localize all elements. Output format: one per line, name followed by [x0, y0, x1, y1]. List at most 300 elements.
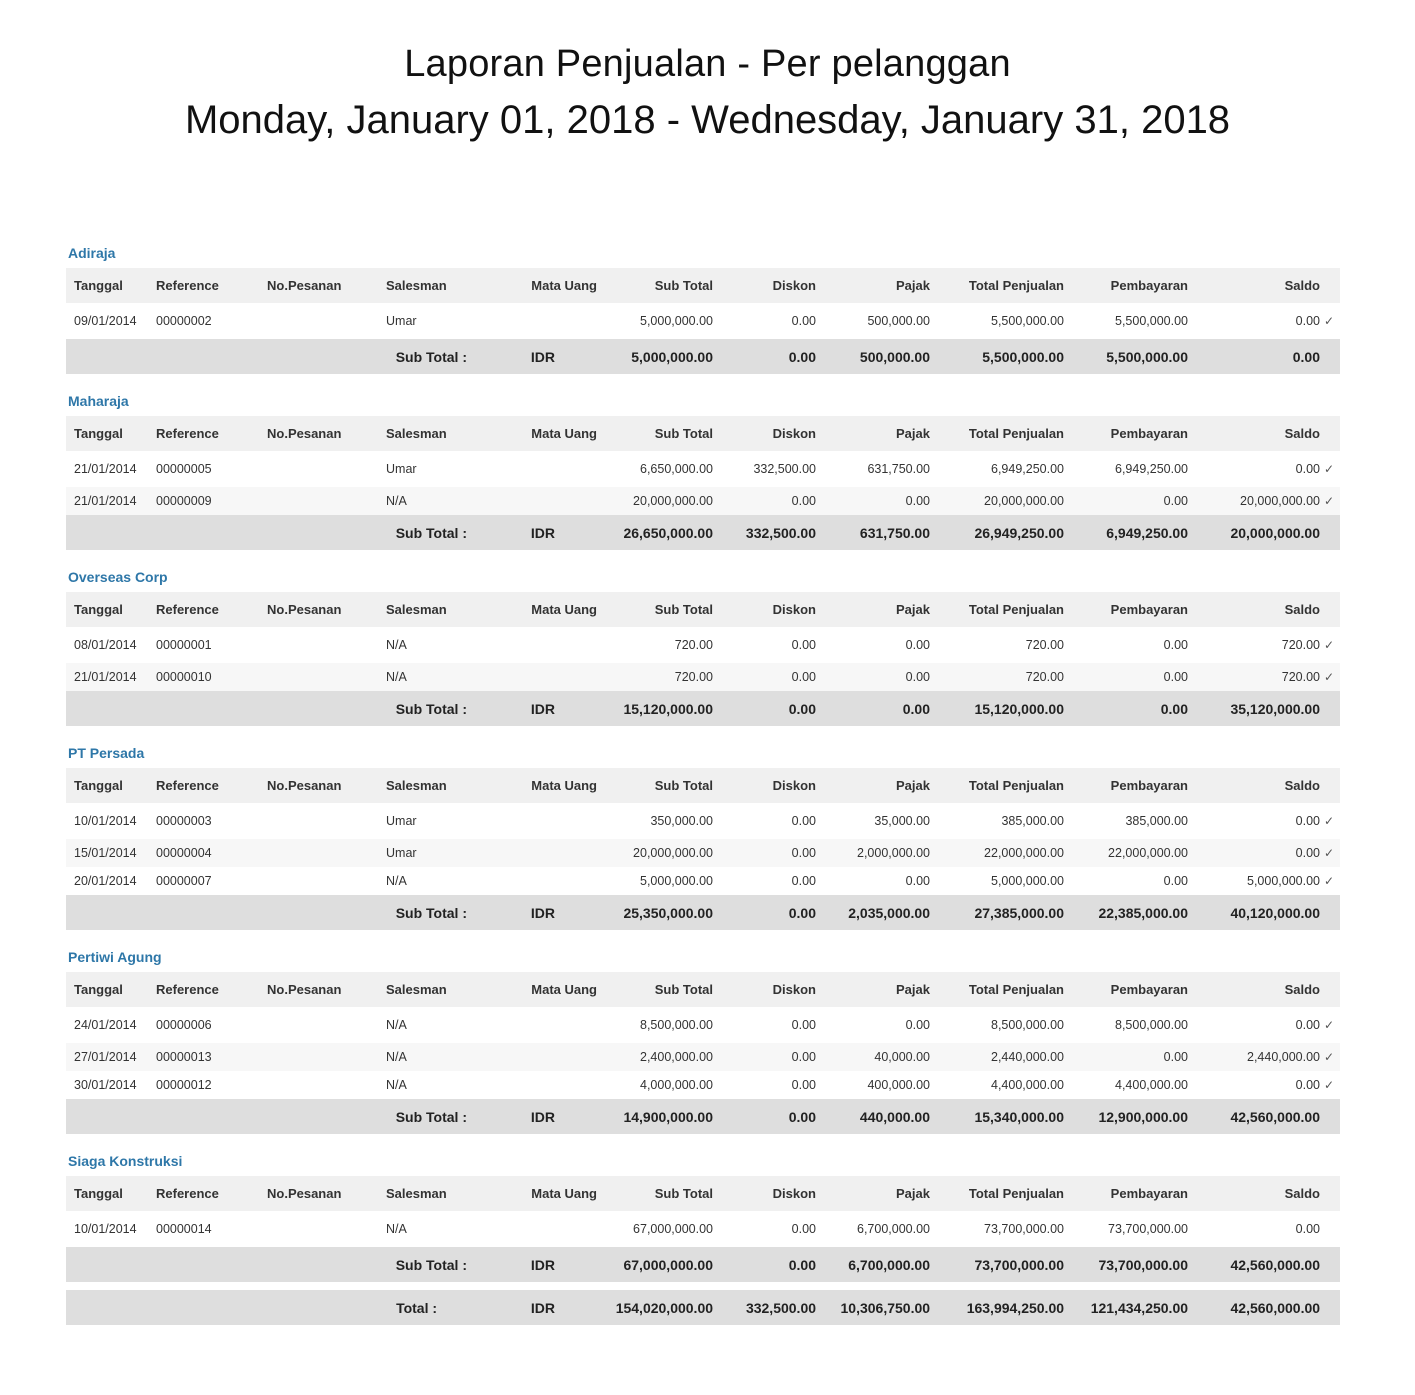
cell-tanggal: 24/01/2014 — [74, 1018, 137, 1032]
cell-reference: 00000010 — [156, 670, 212, 684]
column-header-no-pesanan: No.Pesanan — [267, 1186, 342, 1201]
column-header-pembayaran: Pembayaran — [1110, 778, 1188, 793]
cell-pembayaran: 0.00 — [1163, 670, 1188, 684]
column-header-tanggal: Tanggal — [74, 426, 123, 441]
subtotal-row-currency: IDR — [530, 1256, 555, 1273]
customer-name: Maharaja — [68, 393, 129, 409]
column-header-row — [66, 592, 1340, 627]
grand-total-row-label: Total : — [396, 1299, 438, 1316]
report-title: Laporan Penjualan - Per pelanggan — [404, 43, 1011, 85]
cell-tanggal: 21/01/2014 — [74, 494, 137, 508]
cell-salesman: N/A — [386, 1222, 407, 1236]
cell-total-penjualan: 720.00 — [1025, 670, 1064, 684]
grand-total-row-pembayaran: 121,434,250.00 — [1090, 1299, 1189, 1316]
report-header — [0, 36, 1415, 148]
cell-total-penjualan: 73,700,000.00 — [984, 1222, 1064, 1236]
column-header-no-pesanan: No.Pesanan — [267, 778, 342, 793]
table-row[interactable] — [66, 451, 1340, 487]
subtotal-row-currency: IDR — [530, 1108, 555, 1125]
cell-salesman: Umar — [386, 814, 417, 828]
subtotal-row-saldo: 42,560,000.00 — [1230, 1108, 1320, 1125]
cell-saldo: 0.00 — [1295, 462, 1320, 476]
cell-salesman: N/A — [386, 638, 407, 652]
subtotal-row-diskon: 332,500.00 — [745, 524, 816, 541]
column-header-saldo: Saldo — [1284, 602, 1320, 617]
subtotal-row-pembayaran: 6,949,250.00 — [1106, 524, 1188, 541]
cell-sub-total: 720.00 — [674, 638, 713, 652]
cell-reference: 00000002 — [156, 314, 212, 328]
cell-diskon: 0.00 — [791, 1050, 816, 1064]
cell-diskon: 0.00 — [791, 494, 816, 508]
cell-no-pesanan — [259, 1007, 378, 1043]
subtotal-row-diskon: 0.00 — [788, 700, 816, 717]
column-header-saldo: Saldo — [1284, 982, 1320, 997]
subtotal-row-total-penjualan: 73,700,000.00 — [974, 1256, 1064, 1273]
subtotal-row-pajak: 6,700,000.00 — [848, 1256, 930, 1273]
column-header-pembayaran: Pembayaran — [1110, 426, 1188, 441]
column-header-diskon: Diskon — [772, 982, 816, 997]
cell-salesman: N/A — [386, 1018, 407, 1032]
customer-sales-table — [66, 972, 1340, 1134]
cell-sub-total: 5,000,000.00 — [640, 314, 713, 328]
column-header-diskon: Diskon — [772, 602, 816, 617]
column-header-mata-uang: Mata Uang — [531, 1186, 597, 1201]
subtotal-row-diskon: 0.00 — [788, 904, 816, 921]
cell-pajak: 0.00 — [905, 670, 930, 684]
subtotal-row-label: Sub Total : — [395, 1108, 467, 1125]
cell-reference: 00000003 — [156, 814, 212, 828]
customer-group — [66, 942, 1340, 1134]
cell-diskon: 0.00 — [791, 1222, 816, 1236]
subtotal-row-sub-total: 14,900,000.00 — [623, 1108, 713, 1125]
table-row[interactable] — [66, 1043, 1340, 1071]
cell-pembayaran: 22,000,000.00 — [1108, 846, 1188, 860]
cell-pajak: 0.00 — [905, 638, 930, 652]
table-row[interactable] — [66, 663, 1340, 691]
cell-total-penjualan: 20,000,000.00 — [984, 494, 1064, 508]
column-header-sub-total: Sub Total — [654, 982, 713, 997]
table-row[interactable] — [66, 867, 1340, 895]
cell-sub-total: 5,000,000.00 — [640, 874, 713, 888]
cell-mata-uang — [477, 1043, 597, 1071]
check-icon: ✓ — [1324, 494, 1335, 508]
customer-group — [66, 1146, 1340, 1282]
cell-sub-total: 720.00 — [674, 670, 713, 684]
column-header-mata-uang: Mata Uang — [531, 426, 597, 441]
cell-pembayaran: 0.00 — [1163, 494, 1188, 508]
cell-pembayaran: 0.00 — [1163, 874, 1188, 888]
cell-saldo: 0.00 — [1295, 314, 1320, 328]
cell-salesman: Umar — [386, 846, 417, 860]
column-header-sub-total: Sub Total — [654, 1186, 713, 1201]
subtotal-row-pajak: 2,035,000.00 — [848, 904, 930, 921]
cell-mata-uang — [477, 487, 597, 515]
column-header-row — [66, 972, 1340, 1007]
subtotal-row — [66, 691, 1340, 726]
cell-no-pesanan — [259, 451, 378, 487]
cell-total-penjualan: 6,949,250.00 — [991, 462, 1064, 476]
subtotal-row-saldo: 0.00 — [1292, 348, 1320, 365]
table-row[interactable] — [66, 803, 1340, 839]
column-header-check — [1320, 1176, 1340, 1211]
cell-no-pesanan — [259, 663, 378, 691]
column-header-reference: Reference — [156, 278, 219, 293]
cell-pembayaran: 0.00 — [1163, 638, 1188, 652]
cell-tanggal: 09/01/2014 — [74, 314, 137, 328]
subtotal-row-sub-total: 15,120,000.00 — [623, 700, 713, 717]
subtotal-row-pad — [1320, 1247, 1340, 1282]
cell-tanggal: 08/01/2014 — [74, 638, 137, 652]
grand-total-table — [66, 1290, 1340, 1325]
cell-diskon: 0.00 — [791, 846, 816, 860]
cell-salesman: Umar — [386, 314, 417, 328]
check-icon: ✓ — [1324, 874, 1335, 888]
cell-saldo: 720.00 — [1281, 638, 1320, 652]
column-header-mata-uang: Mata Uang — [531, 278, 597, 293]
subtotal-row-sub-total: 25,350,000.00 — [623, 904, 713, 921]
cell-reference: 00000005 — [156, 462, 212, 476]
cell-sub-total: 67,000,000.00 — [633, 1222, 713, 1236]
column-header-no-pesanan: No.Pesanan — [267, 982, 342, 997]
column-header-check — [1320, 268, 1340, 303]
subtotal-row-label: Sub Total : — [395, 904, 467, 921]
cell-mata-uang — [477, 1211, 597, 1247]
column-header-total-penjualan: Total Penjualan — [968, 602, 1064, 617]
subtotal-row-pad — [1320, 691, 1340, 726]
cell-diskon: 0.00 — [791, 1078, 816, 1092]
cell-reference: 00000009 — [156, 494, 212, 508]
cell-no-pesanan — [259, 1211, 378, 1247]
table-row[interactable] — [66, 487, 1340, 515]
subtotal-row — [66, 1099, 1340, 1134]
cell-total-penjualan: 720.00 — [1025, 638, 1064, 652]
cell-total-penjualan: 5,000,000.00 — [991, 874, 1064, 888]
subtotal-row-diskon: 0.00 — [788, 1256, 816, 1273]
cell-saldo: 0.00 — [1295, 846, 1320, 860]
cell-tanggal: 20/01/2014 — [74, 874, 137, 888]
column-header-reference: Reference — [156, 602, 219, 617]
customer-group — [66, 738, 1340, 930]
table-row[interactable] — [66, 1071, 1340, 1099]
table-row[interactable] — [66, 839, 1340, 867]
column-header-sub-total: Sub Total — [654, 426, 713, 441]
check-icon: ✓ — [1324, 814, 1335, 828]
cell-no-pesanan — [259, 303, 378, 339]
cell-pembayaran: 0.00 — [1163, 1050, 1188, 1064]
check-icon: ✓ — [1324, 1078, 1335, 1092]
subtotal-row-pad — [1320, 1099, 1340, 1134]
cell-diskon: 0.00 — [791, 1018, 816, 1032]
subtotal-row-label: Sub Total : — [395, 524, 467, 541]
grand-total-row-sub-total: 154,020,000.00 — [615, 1299, 714, 1316]
column-header-check — [1320, 972, 1340, 1007]
cell-total-penjualan: 4,400,000.00 — [991, 1078, 1064, 1092]
column-header-diskon: Diskon — [772, 1186, 816, 1201]
column-header-salesman: Salesman — [386, 982, 447, 997]
subtotal-row-total-penjualan: 27,385,000.00 — [974, 904, 1064, 921]
cell-pajak: 400,000.00 — [867, 1078, 930, 1092]
grand-total-section — [66, 1290, 1340, 1325]
cell-sub-total: 20,000,000.00 — [633, 846, 713, 860]
cell-tanggal: 21/01/2014 — [74, 670, 137, 684]
customer-sales-table — [66, 592, 1340, 726]
cell-saldo: 0.00 — [1295, 1018, 1320, 1032]
cell-salesman: N/A — [386, 1050, 407, 1064]
subtotal-row-saldo: 42,560,000.00 — [1230, 1256, 1320, 1273]
grand-total-row-saldo: 42,560,000.00 — [1230, 1299, 1321, 1316]
report-body — [66, 238, 1340, 1325]
subtotal-row-pembayaran: 0.00 — [1160, 700, 1188, 717]
column-header-check — [1320, 416, 1340, 451]
column-header-mata-uang: Mata Uang — [531, 982, 597, 997]
cell-reference: 00000001 — [156, 638, 212, 652]
column-header-saldo: Saldo — [1284, 278, 1320, 293]
cell-no-pesanan — [259, 839, 378, 867]
subtotal-row-total-penjualan: 26,949,250.00 — [974, 524, 1064, 541]
subtotal-row-label: Sub Total : — [395, 700, 467, 717]
subtotal-row-pembayaran: 73,700,000.00 — [1098, 1256, 1188, 1273]
column-header-no-pesanan: No.Pesanan — [267, 602, 342, 617]
column-header-no-pesanan: No.Pesanan — [267, 426, 342, 441]
column-header-reference: Reference — [156, 426, 219, 441]
cell-tanggal: 30/01/2014 — [74, 1078, 137, 1092]
customer-sales-table — [66, 1176, 1340, 1282]
grand-total-row-pajak: 10,306,750.00 — [840, 1299, 931, 1316]
cell-no-pesanan — [259, 1043, 378, 1071]
column-header-tanggal: Tanggal — [74, 982, 123, 997]
customer-group — [66, 562, 1340, 726]
column-header-total-penjualan: Total Penjualan — [968, 1186, 1064, 1201]
subtotal-row-total-penjualan: 15,120,000.00 — [974, 700, 1064, 717]
column-header-pajak: Pajak — [896, 1186, 930, 1201]
table-row[interactable] — [66, 303, 1340, 339]
subtotal-row-saldo: 35,120,000.00 — [1230, 700, 1320, 717]
cell-no-pesanan — [259, 867, 378, 895]
cell-diskon: 0.00 — [791, 638, 816, 652]
cell-saldo: 0.00 — [1295, 1078, 1320, 1092]
subtotal-row-sub-total: 5,000,000.00 — [631, 348, 713, 365]
column-header-pajak: Pajak — [896, 426, 930, 441]
column-header-total-penjualan: Total Penjualan — [968, 778, 1064, 793]
column-header-tanggal: Tanggal — [74, 278, 123, 293]
subtotal-row-saldo: 40,120,000.00 — [1230, 904, 1320, 921]
cell-mata-uang — [477, 663, 597, 691]
subtotal-row-currency: IDR — [530, 904, 555, 921]
customer-name: Pertiwi Agung — [68, 949, 162, 965]
cell-tanggal: 15/01/2014 — [74, 846, 137, 860]
customer-sales-table — [66, 416, 1340, 550]
grand-total-row-diskon: 332,500.00 — [745, 1299, 817, 1316]
subtotal-row-pad — [1320, 895, 1340, 930]
cell-pajak: 40,000.00 — [874, 1050, 930, 1064]
customer-name: PT Persada — [68, 745, 145, 761]
cell-reference: 00000013 — [156, 1050, 212, 1064]
cell-total-penjualan: 22,000,000.00 — [984, 846, 1064, 860]
cell-diskon: 0.00 — [791, 814, 816, 828]
column-header-check — [1320, 768, 1340, 803]
cell-tanggal: 27/01/2014 — [74, 1050, 137, 1064]
cell-saldo: 0.00 — [1295, 1222, 1320, 1236]
cell-salesman: Umar — [386, 462, 417, 476]
customer-name: Siaga Konstruksi — [68, 1153, 183, 1169]
cell-saldo: 0.00 — [1295, 814, 1320, 828]
cell-diskon: 0.00 — [791, 670, 816, 684]
column-header-diskon: Diskon — [772, 278, 816, 293]
column-header-reference: Reference — [156, 1186, 219, 1201]
column-header-tanggal: Tanggal — [74, 778, 123, 793]
cell-pajak: 0.00 — [905, 1018, 930, 1032]
column-header-salesman: Salesman — [386, 602, 447, 617]
table-row[interactable] — [66, 1211, 1340, 1247]
table-row[interactable] — [66, 1007, 1340, 1043]
column-header-salesman: Salesman — [386, 1186, 447, 1201]
cell-total-penjualan: 385,000.00 — [1001, 814, 1064, 828]
cell-pembayaran: 73,700,000.00 — [1108, 1222, 1188, 1236]
cell-no-pesanan — [259, 803, 378, 839]
customer-name: Overseas Corp — [68, 569, 168, 585]
column-header-row — [66, 416, 1340, 451]
cell-reference: 00000006 — [156, 1018, 212, 1032]
cell-total-penjualan: 8,500,000.00 — [991, 1018, 1064, 1032]
column-header-pembayaran: Pembayaran — [1110, 982, 1188, 997]
cell-saldo: 20,000,000.00 — [1240, 494, 1320, 508]
subtotal-row-total-penjualan: 15,340,000.00 — [974, 1108, 1064, 1125]
subtotal-row-pajak: 631,750.00 — [859, 524, 930, 541]
cell-saldo: 720.00 — [1281, 670, 1320, 684]
cell-diskon: 0.00 — [791, 314, 816, 328]
column-header-pembayaran: Pembayaran — [1110, 278, 1188, 293]
cell-salesman: N/A — [386, 670, 407, 684]
cell-sub-total: 6,650,000.00 — [640, 462, 713, 476]
subtotal-row-pajak: 0.00 — [902, 700, 930, 717]
cell-pembayaran: 385,000.00 — [1125, 814, 1188, 828]
cell-no-pesanan — [259, 487, 378, 515]
check-icon: ✓ — [1324, 1018, 1335, 1032]
column-header-sub-total: Sub Total — [654, 778, 713, 793]
grand-total-row — [66, 1290, 1340, 1325]
subtotal-row-total-penjualan: 5,500,000.00 — [982, 348, 1064, 365]
subtotal-row-label: Sub Total : — [395, 348, 467, 365]
check-icon: ✓ — [1324, 670, 1335, 684]
column-header-tanggal: Tanggal — [74, 602, 123, 617]
cell-pajak: 6,700,000.00 — [857, 1222, 930, 1236]
grand-total-row-total-penjualan: 163,994,250.00 — [966, 1299, 1065, 1316]
cell-salesman: N/A — [386, 1078, 407, 1092]
column-header-pajak: Pajak — [896, 602, 930, 617]
column-header-pembayaran: Pembayaran — [1110, 602, 1188, 617]
subtotal-row-pad — [1320, 339, 1340, 374]
customer-name: Adiraja — [68, 245, 116, 261]
column-header-total-penjualan: Total Penjualan — [968, 278, 1064, 293]
cell-mata-uang — [477, 803, 597, 839]
cell-no-pesanan — [259, 627, 378, 663]
subtotal-row-currency: IDR — [530, 700, 555, 717]
cell-tanggal: 10/01/2014 — [74, 814, 137, 828]
check-icon: ✓ — [1324, 638, 1335, 652]
cell-reference: 00000004 — [156, 846, 212, 860]
subtotal-row-pajak: 440,000.00 — [859, 1108, 930, 1125]
subtotal-row — [66, 1247, 1340, 1282]
column-header-row — [66, 1176, 1340, 1211]
subtotal-row-pembayaran: 5,500,000.00 — [1106, 348, 1188, 365]
subtotal-row-pad — [1320, 515, 1340, 550]
cell-tanggal: 21/01/2014 — [74, 462, 137, 476]
column-header-diskon: Diskon — [772, 778, 816, 793]
check-icon — [1320, 1211, 1340, 1247]
cell-sub-total: 2,400,000.00 — [640, 1050, 713, 1064]
column-header-saldo: Saldo — [1284, 778, 1320, 793]
column-header-reference: Reference — [156, 982, 219, 997]
subtotal-row-label: Sub Total : — [395, 1256, 467, 1273]
subtotal-row — [66, 339, 1340, 374]
cell-pajak: 0.00 — [905, 874, 930, 888]
cell-pajak: 2,000,000.00 — [857, 846, 930, 860]
cell-pajak: 0.00 — [905, 494, 930, 508]
column-header-salesman: Salesman — [386, 426, 447, 441]
customer-group — [66, 386, 1340, 550]
cell-reference: 00000012 — [156, 1078, 212, 1092]
report-period: Monday, January 01, 2018 - Wednesday, January 31, 2018 — [184, 98, 1231, 142]
column-header-mata-uang: Mata Uang — [531, 778, 597, 793]
check-icon: ✓ — [1324, 314, 1335, 328]
cell-pajak: 631,750.00 — [867, 462, 930, 476]
subtotal-row-currency: IDR — [530, 348, 555, 365]
subtotal-row-diskon: 0.00 — [788, 1108, 816, 1125]
customer-group — [66, 238, 1340, 374]
subtotal-row-pajak: 500,000.00 — [859, 348, 930, 365]
subtotal-row-sub-total: 67,000,000.00 — [623, 1256, 713, 1273]
check-icon: ✓ — [1324, 846, 1335, 860]
column-header-salesman: Salesman — [386, 778, 447, 793]
column-header-diskon: Diskon — [772, 426, 816, 441]
cell-diskon: 0.00 — [791, 874, 816, 888]
cell-pembayaran: 4,400,000.00 — [1115, 1078, 1188, 1092]
cell-mata-uang — [477, 451, 597, 487]
column-header-total-penjualan: Total Penjualan — [968, 426, 1064, 441]
column-header-pajak: Pajak — [896, 778, 930, 793]
subtotal-row — [66, 515, 1340, 550]
cell-diskon: 332,500.00 — [753, 462, 816, 476]
cell-mata-uang — [477, 839, 597, 867]
subtotal-row-sub-total: 26,650,000.00 — [623, 524, 713, 541]
cell-sub-total: 8,500,000.00 — [640, 1018, 713, 1032]
column-header-pajak: Pajak — [896, 278, 930, 293]
column-header-pajak: Pajak — [896, 982, 930, 997]
column-header-sub-total: Sub Total — [654, 278, 713, 293]
subtotal-row-currency: IDR — [530, 524, 555, 541]
cell-total-penjualan: 2,440,000.00 — [991, 1050, 1064, 1064]
cell-mata-uang — [477, 1071, 597, 1099]
column-header-tanggal: Tanggal — [74, 1186, 123, 1201]
cell-saldo: 5,000,000.00 — [1247, 874, 1320, 888]
cell-no-pesanan — [259, 1071, 378, 1099]
column-header-sub-total: Sub Total — [654, 602, 713, 617]
subtotal-row-pembayaran: 12,900,000.00 — [1098, 1108, 1188, 1125]
cell-pajak: 500,000.00 — [867, 314, 930, 328]
cell-pembayaran: 8,500,000.00 — [1115, 1018, 1188, 1032]
cell-sub-total: 20,000,000.00 — [633, 494, 713, 508]
column-header-salesman: Salesman — [386, 278, 447, 293]
column-header-no-pesanan: No.Pesanan — [267, 278, 342, 293]
grand-total-row-pad — [1320, 1290, 1340, 1325]
table-row[interactable] — [66, 627, 1340, 663]
column-header-pembayaran: Pembayaran — [1110, 1186, 1188, 1201]
cell-mata-uang — [477, 627, 597, 663]
cell-mata-uang — [477, 867, 597, 895]
column-header-saldo: Saldo — [1284, 1186, 1320, 1201]
grand-total-row-currency: IDR — [530, 1299, 556, 1316]
column-header-mata-uang: Mata Uang — [531, 602, 597, 617]
